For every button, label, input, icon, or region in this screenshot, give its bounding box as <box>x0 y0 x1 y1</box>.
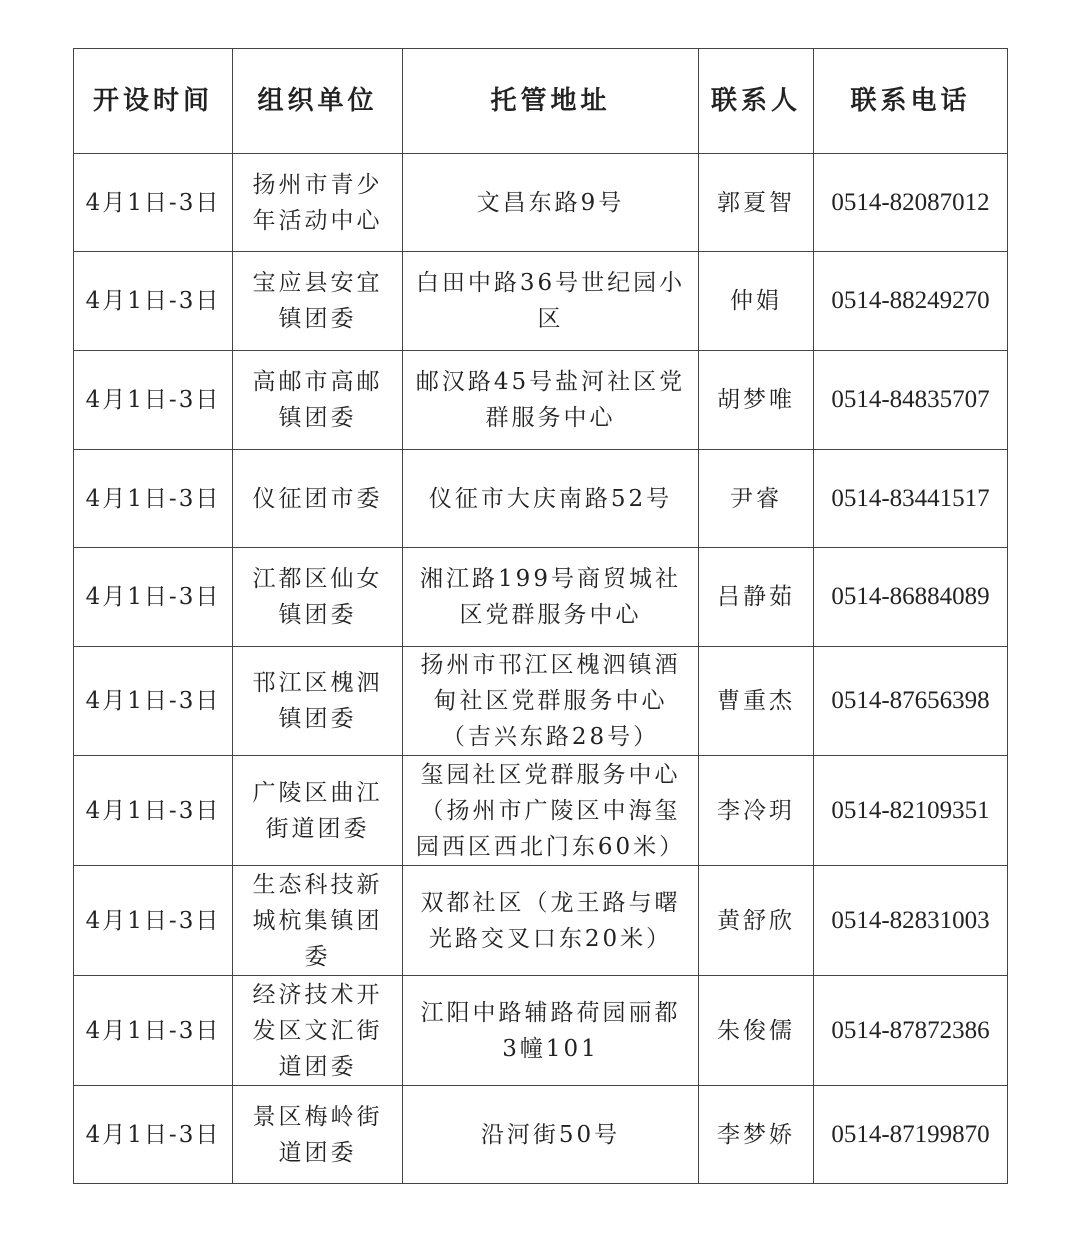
table-header <box>74 49 1008 154</box>
cell-address: 双都社区（龙王路与曙光路交叉口东20米） <box>403 866 699 976</box>
header-row <box>74 49 1008 154</box>
table-row <box>74 154 1008 252</box>
cell-contact: 黄舒欣 <box>699 866 814 976</box>
header-date: 开设时间 <box>74 49 233 154</box>
cell-organization: 宝应县安宜镇团委 <box>233 252 403 351</box>
cell-address: 文昌东路9号 <box>403 154 699 252</box>
cell-date: 4月1日-3日 <box>74 351 233 450</box>
cell-phone: 0514-88249270 <box>814 252 1008 351</box>
cell-address: 江阳中路辅路荷园丽都3幢101 <box>403 976 699 1086</box>
childcare-schedule-table <box>73 48 1008 1184</box>
cell-organization: 生态科技新城杭集镇团委 <box>233 866 403 976</box>
cell-date: 4月1日-3日 <box>74 976 233 1086</box>
cell-phone: 0514-87199870 <box>814 1086 1008 1184</box>
cell-date: 4月1日-3日 <box>74 548 233 647</box>
cell-phone: 0514-87656398 <box>814 647 1008 756</box>
table-body <box>74 154 1008 1184</box>
cell-address: 沿河街50号 <box>403 1086 699 1184</box>
cell-organization: 邗江区槐泗镇团委 <box>233 647 403 756</box>
table-row <box>74 756 1008 866</box>
cell-date: 4月1日-3日 <box>74 866 233 976</box>
cell-phone: 0514-82087012 <box>814 154 1008 252</box>
table-row <box>74 866 1008 976</box>
table-row <box>74 548 1008 647</box>
cell-organization: 广陵区曲江街道团委 <box>233 756 403 866</box>
cell-organization: 经济技术开发区文汇街道团委 <box>233 976 403 1086</box>
header-organization: 组织单位 <box>233 49 403 154</box>
cell-date: 4月1日-3日 <box>74 154 233 252</box>
cell-address: 白田中路36号世纪园小区 <box>403 252 699 351</box>
cell-phone: 0514-87872386 <box>814 976 1008 1086</box>
table-row <box>74 252 1008 351</box>
cell-phone: 0514-86884089 <box>814 548 1008 647</box>
cell-contact: 李冷玥 <box>699 756 814 866</box>
cell-contact: 朱俊儒 <box>699 976 814 1086</box>
cell-date: 4月1日-3日 <box>74 756 233 866</box>
cell-contact: 郭夏智 <box>699 154 814 252</box>
cell-address: 扬州市邗江区槐泗镇酒甸社区党群服务中心（吉兴东路28号） <box>403 647 699 756</box>
cell-address: 湘江路199号商贸城社区党群服务中心 <box>403 548 699 647</box>
header-address: 托管地址 <box>403 49 699 154</box>
cell-contact: 尹睿 <box>699 450 814 548</box>
cell-organization: 扬州市青少年活动中心 <box>233 154 403 252</box>
table-row <box>74 1086 1008 1184</box>
cell-contact: 吕静茹 <box>699 548 814 647</box>
cell-date: 4月1日-3日 <box>74 450 233 548</box>
cell-date: 4月1日-3日 <box>74 647 233 756</box>
table-row <box>74 351 1008 450</box>
cell-address: 邮汉路45号盐河社区党群服务中心 <box>403 351 699 450</box>
header-phone: 联系电话 <box>814 49 1008 154</box>
cell-contact: 李梦娇 <box>699 1086 814 1184</box>
cell-address: 仪征市大庆南路52号 <box>403 450 699 548</box>
cell-contact: 仲娟 <box>699 252 814 351</box>
cell-contact: 胡梦唯 <box>699 351 814 450</box>
cell-phone: 0514-84835707 <box>814 351 1008 450</box>
header-contact: 联系人 <box>699 49 814 154</box>
cell-date: 4月1日-3日 <box>74 1086 233 1184</box>
table-row <box>74 647 1008 756</box>
cell-date: 4月1日-3日 <box>74 252 233 351</box>
cell-organization: 高邮市高邮镇团委 <box>233 351 403 450</box>
cell-organization: 江都区仙女镇团委 <box>233 548 403 647</box>
cell-organization: 仪征团市委 <box>233 450 403 548</box>
cell-phone: 0514-82109351 <box>814 756 1008 866</box>
cell-organization: 景区梅岭街道团委 <box>233 1086 403 1184</box>
cell-contact: 曹重杰 <box>699 647 814 756</box>
cell-address: 玺园社区党群服务中心（扬州市广陵区中海玺园西区西北门东60米） <box>403 756 699 866</box>
cell-phone: 0514-82831003 <box>814 866 1008 976</box>
cell-phone: 0514-83441517 <box>814 450 1008 548</box>
table-row <box>74 976 1008 1086</box>
table-row <box>74 450 1008 548</box>
